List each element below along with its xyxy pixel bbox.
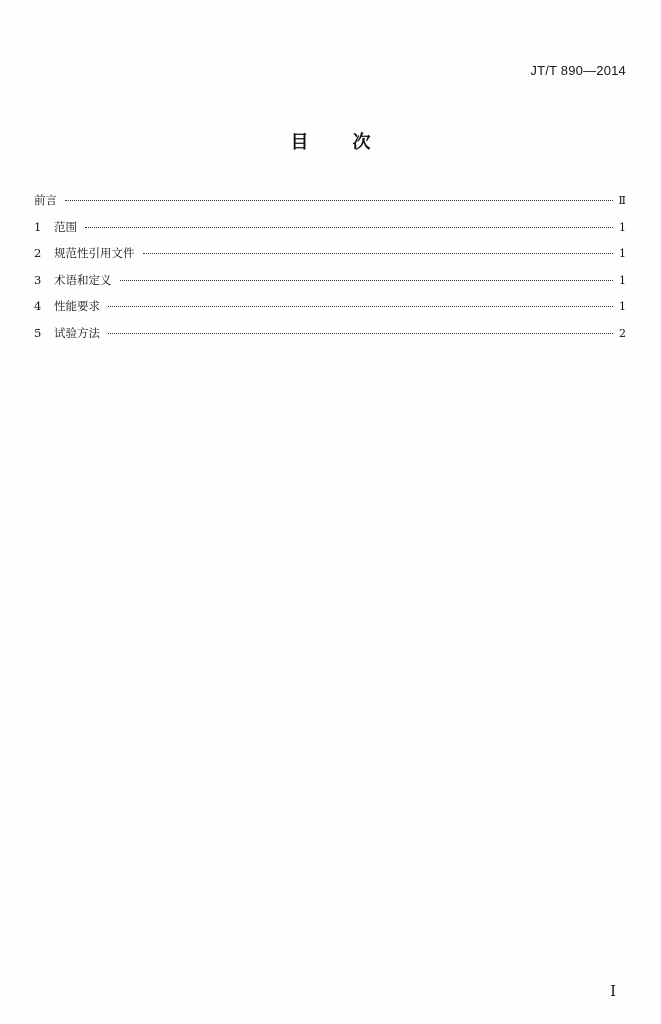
toc-entry-page: 1 xyxy=(619,247,626,260)
toc-entry-label: 试验方法 xyxy=(54,325,100,340)
toc-entry-label: 术语和定义 xyxy=(54,272,112,287)
toc-entry-number: 4 xyxy=(34,299,42,313)
toc-entry-test-methods[interactable] xyxy=(34,323,626,350)
toc-entry-number: 5 xyxy=(34,325,42,340)
toc-entry-number: 1 xyxy=(34,219,42,234)
toc-dot-leader xyxy=(65,200,613,201)
toc-entry-label: 规范性引用文件 xyxy=(54,246,135,260)
toc-dot-leader xyxy=(120,280,614,281)
page-number: I xyxy=(610,982,616,1000)
toc-entry-number: 3 xyxy=(34,272,42,287)
toc-entry-scope[interactable] xyxy=(34,217,626,244)
toc-dot-leader xyxy=(143,253,614,254)
toc-dot-leader xyxy=(108,306,613,307)
toc-entry-label: 性能要求 xyxy=(54,299,100,313)
toc-entry-foreword[interactable] xyxy=(34,190,626,217)
toc-title: 目次 xyxy=(290,132,415,153)
toc-entry-page: 2 xyxy=(619,326,626,340)
toc-entry-page: 1 xyxy=(619,300,626,313)
toc-dot-leader xyxy=(108,333,613,334)
table-of-contents xyxy=(34,190,626,349)
toc-entry-terms-definitions[interactable] xyxy=(34,270,626,297)
toc-entry-number: 2 xyxy=(34,246,42,260)
toc-dot-leader xyxy=(85,227,613,228)
toc-entry-performance-requirements[interactable] xyxy=(34,296,626,323)
toc-entry-normative-references[interactable] xyxy=(34,243,626,270)
toc-entry-label: 范围 xyxy=(54,219,77,234)
toc-entry-page: 1 xyxy=(619,220,626,234)
toc-entry-page: Ⅱ xyxy=(618,194,626,207)
toc-entry-label: 前言 xyxy=(34,193,57,207)
toc-entry-page: 1 xyxy=(619,273,626,287)
standard-code: JT/T 890—2014 xyxy=(530,63,626,78)
